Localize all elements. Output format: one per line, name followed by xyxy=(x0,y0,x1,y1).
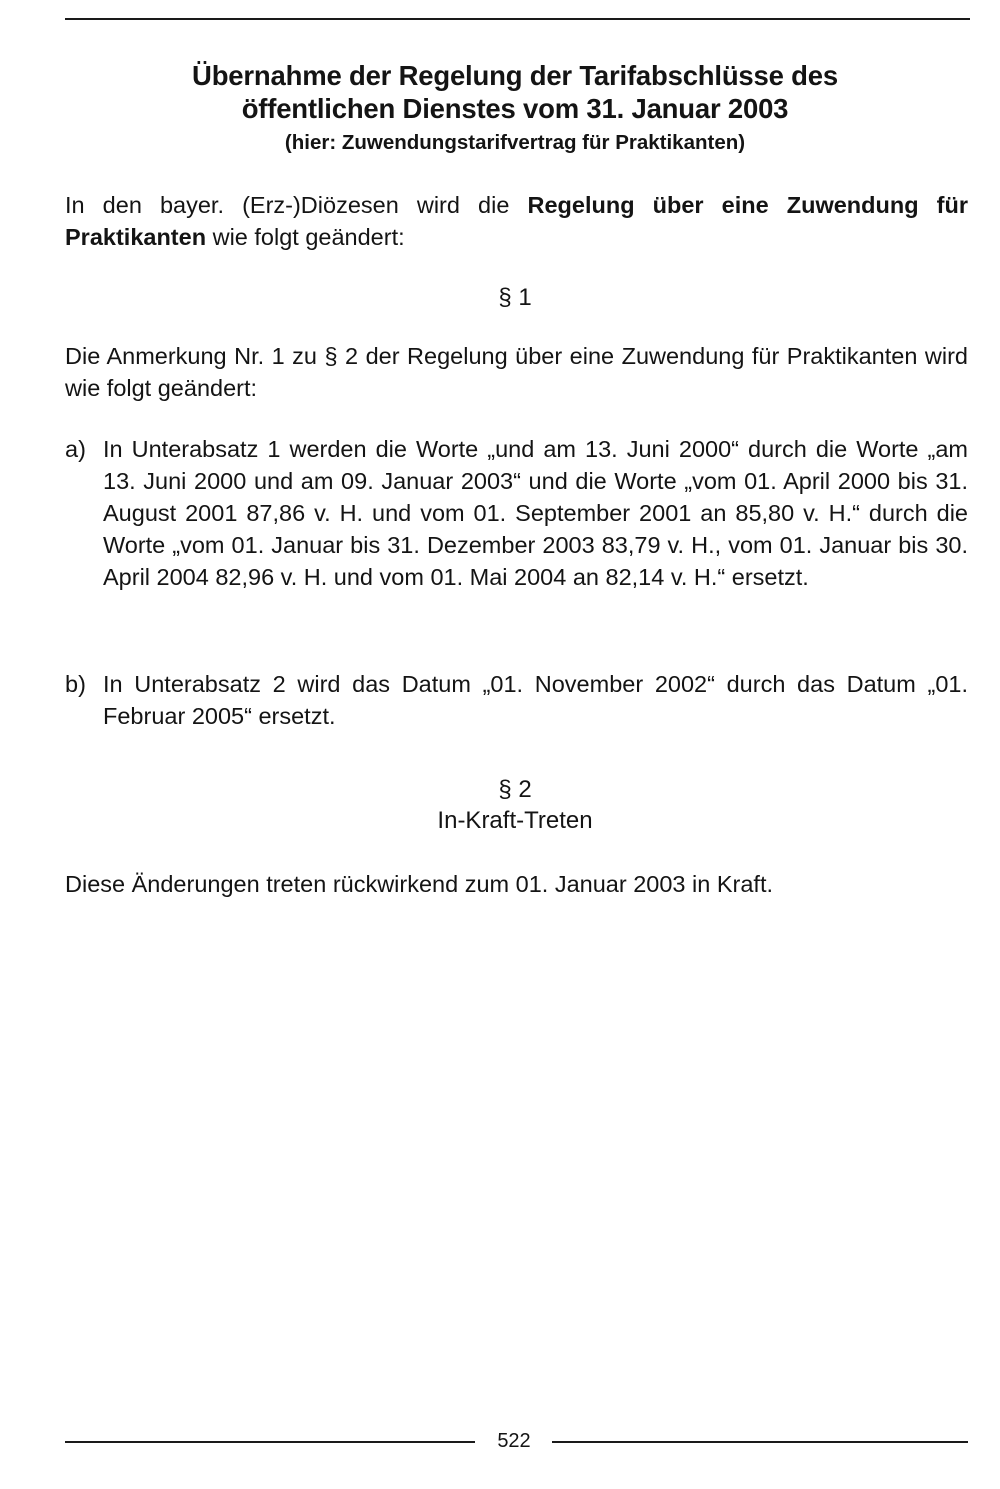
list-item-b-text: In Unterabsatz 2 wird das Datum „01. November 2002“ durch das Datum „01. Februar 2005“ ersetzt. xyxy=(103,671,968,729)
document-subtitle: (hier: Zuwendungstarifvertrag für Praktikanten) xyxy=(284,131,746,154)
intro-bold-term: Regelung über eine Zuwendung für Praktikanten xyxy=(65,192,968,250)
document-title-line-1: Übernahme der Regelung der Tarifabschlüsse des xyxy=(192,60,838,91)
page-number: 522 xyxy=(497,1430,531,1452)
section-1-heading: § 1 xyxy=(498,284,532,311)
list-item-b-label: b) xyxy=(65,671,86,697)
top-rule xyxy=(65,18,970,20)
footer-rule-left xyxy=(65,1441,475,1443)
document-title-line-2: öffentlichen Dienstes vom 31. Januar 2003 xyxy=(241,93,789,124)
section-2-heading: § 2 xyxy=(498,776,532,803)
footer-rule-right xyxy=(552,1441,968,1443)
list-item-a-label: a) xyxy=(65,436,86,462)
intro-paragraph xyxy=(65,189,968,253)
section-2-title: In-Kraft-Treten xyxy=(437,807,593,834)
list-item-a-text: In Unterabsatz 1 werden die Worte „und am 13. Juni 2000“ durch die Worte „am 13. Juni 2000 und am 09. Januar 2003“ und die Worte „vom 01. April 2000 bis 31. August 2001 87,86 v. H. und vom 01. September 2001 an 85,80 v. H.“ durch die Worte „vom 01. Januar bis 31. Dezember 2003 83,79 v. H., vom 01. Januar bis 30. April 2004 82,96 v. H. und vom 01. Mai 2004 an 82,14 v. H.“ ersetzt. xyxy=(103,436,968,590)
section-1-note: Die Anmerkung Nr. 1 zu § 2 der Regelung über eine Zuwendung für Praktikanten wird wie folgt geändert: xyxy=(65,343,968,401)
intro-text-1: In den bayer. (Erz-)Diözesen wird die xyxy=(65,192,528,218)
section-2-text: Diese Änderungen treten rückwirkend zum 01. Januar 2003 in Kraft. xyxy=(65,871,774,897)
intro-text-2: wie folgt geändert: xyxy=(206,224,405,250)
